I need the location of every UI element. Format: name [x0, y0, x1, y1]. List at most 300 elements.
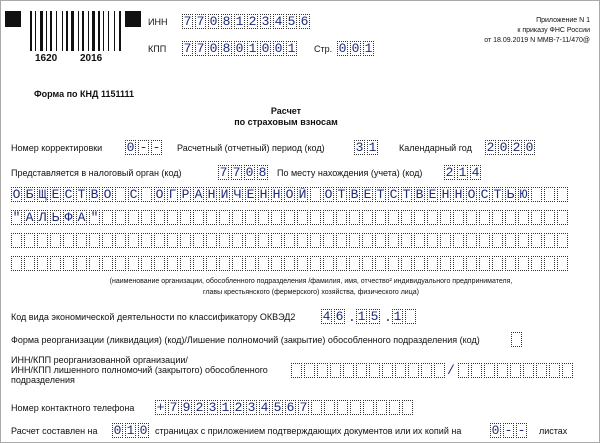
char-cell: 0 — [338, 41, 347, 56]
char-cell — [405, 309, 416, 324]
char-cell — [24, 256, 35, 271]
alignment-marker-left — [5, 11, 21, 27]
char-cell — [141, 187, 152, 202]
char-cell — [76, 256, 87, 271]
char-cell — [510, 363, 521, 378]
char-cell — [440, 233, 451, 248]
char-cell: - — [517, 423, 526, 438]
barcode-stripe — [78, 11, 79, 51]
char-cell — [388, 233, 399, 248]
char-cell — [362, 256, 373, 271]
char-cell — [24, 233, 35, 248]
char-cell — [317, 363, 328, 378]
char-cell: В — [415, 187, 424, 202]
char-cell — [193, 256, 204, 271]
char-cell — [375, 210, 386, 225]
char-cell: 2 — [486, 140, 495, 155]
okved-dot-2: . — [384, 310, 392, 325]
barcode-number-right: 2016 — [80, 53, 103, 64]
char-cell: 4 — [471, 165, 480, 180]
char-cell — [258, 233, 269, 248]
char-cell — [37, 256, 48, 271]
char-cell — [388, 256, 399, 271]
char-cell — [76, 233, 87, 248]
char-cell — [337, 400, 348, 415]
phone-label: Номер контактного телефона — [11, 403, 135, 413]
char-cell — [484, 363, 495, 378]
char-cell — [245, 256, 256, 271]
char-cell: Е — [428, 187, 437, 202]
char-cell — [518, 233, 529, 248]
alignment-marker-right — [125, 11, 141, 27]
char-cell — [297, 210, 308, 225]
barcode-stripe — [50, 11, 52, 51]
char-cell — [549, 363, 560, 378]
char-cell — [382, 363, 393, 378]
char-cell: С — [389, 187, 398, 202]
char-cell — [343, 363, 354, 378]
char-cell — [206, 210, 217, 225]
char-cell: 7 — [183, 41, 192, 56]
char-cell — [89, 256, 100, 271]
appendix-line1: Приложение N 1 — [536, 17, 590, 24]
char-cell: Н — [259, 187, 268, 202]
barcode-stripe — [56, 11, 57, 51]
char-cell — [232, 210, 243, 225]
char-cell — [402, 400, 413, 415]
char-cell — [271, 233, 282, 248]
char-cell: Е — [51, 187, 60, 202]
char-cell — [544, 233, 555, 248]
char-cell — [271, 210, 282, 225]
char-cell — [531, 210, 542, 225]
location-cells — [444, 165, 481, 180]
char-cell: 0 — [491, 423, 500, 438]
char-cell: - — [504, 423, 513, 438]
char-cell: 1 — [368, 140, 377, 155]
org-caption-line2: главы крестьянского (фермерского) хозяйства, физического лица) — [203, 289, 419, 296]
period-cells — [354, 140, 378, 155]
char-cell: Н — [441, 187, 450, 202]
char-cell — [310, 256, 321, 271]
char-cell — [102, 233, 113, 248]
char-cell — [505, 233, 516, 248]
title-line1: Расчет — [270, 106, 302, 116]
char-cell: 4 — [274, 14, 283, 29]
char-cell — [518, 210, 529, 225]
char-cell — [362, 233, 373, 248]
char-cell — [219, 233, 230, 248]
char-cell: 7 — [183, 14, 192, 29]
char-cell: Т — [493, 187, 502, 202]
char-cell — [557, 187, 568, 202]
char-cell — [284, 210, 295, 225]
char-cell — [37, 233, 48, 248]
org-name-row3 — [11, 233, 568, 248]
barcode — [30, 11, 113, 51]
char-cell: С — [129, 187, 138, 202]
char-cell: Н — [454, 187, 463, 202]
char-cell — [311, 400, 322, 415]
char-cell: О — [12, 187, 21, 202]
char-cell: 0 — [126, 140, 135, 155]
attachments-cells — [490, 423, 527, 438]
char-cell: Й — [298, 187, 307, 202]
char-cell: 1 — [235, 14, 244, 29]
char-cell — [102, 256, 113, 271]
char-cell — [557, 256, 568, 271]
char-cell — [323, 256, 334, 271]
reorg-cells — [511, 332, 522, 347]
char-cell: 0 — [499, 140, 508, 155]
char-cell: 6 — [286, 400, 295, 415]
char-cell: 1 — [393, 309, 402, 324]
char-cell: О — [467, 187, 476, 202]
char-cell — [154, 210, 165, 225]
char-cell — [362, 210, 373, 225]
barcode-stripe — [88, 11, 89, 51]
barcode-stripe — [108, 11, 109, 51]
char-cell: 0 — [274, 41, 283, 56]
reorg-inn-label-line1: ИНН/КПП реорганизованной организации/ — [11, 355, 188, 365]
char-cell — [375, 233, 386, 248]
char-cell: В — [350, 187, 359, 202]
char-cell — [375, 256, 386, 271]
char-cell — [401, 233, 412, 248]
char-cell — [167, 210, 178, 225]
char-cell: " — [12, 210, 21, 225]
barcode-stripe — [66, 11, 68, 51]
char-cell — [562, 363, 573, 378]
inn-label: ИНН — [148, 17, 168, 27]
pages-cells — [112, 423, 149, 438]
char-cell: А — [77, 210, 86, 225]
char-cell: 0 — [139, 423, 148, 438]
char-cell: 8 — [222, 41, 231, 56]
char-cell — [154, 233, 165, 248]
char-cell: 3 — [355, 140, 364, 155]
char-cell: Т — [376, 187, 385, 202]
char-cell — [492, 210, 503, 225]
char-cell — [401, 256, 412, 271]
char-cell: 2 — [248, 14, 257, 29]
char-cell — [180, 233, 191, 248]
char-cell — [232, 256, 243, 271]
char-cell: Е — [363, 187, 372, 202]
char-cell: Т — [77, 187, 86, 202]
char-cell: 7 — [219, 165, 228, 180]
char-cell: 1 — [357, 309, 366, 324]
char-cell — [466, 233, 477, 248]
char-cell — [505, 210, 516, 225]
char-cell — [414, 256, 425, 271]
char-cell — [458, 363, 469, 378]
char-cell — [115, 210, 126, 225]
char-cell: О — [324, 187, 333, 202]
char-cell — [497, 363, 508, 378]
char-cell: 0 — [351, 41, 360, 56]
year-cells — [485, 140, 535, 155]
kpp-cells — [182, 41, 297, 56]
char-cell: 0 — [525, 140, 534, 155]
char-cell — [50, 233, 61, 248]
char-cell — [245, 233, 256, 248]
char-cell — [349, 233, 360, 248]
correction-label: Номер корректировки — [11, 143, 103, 153]
char-cell: - — [152, 140, 161, 155]
char-cell — [330, 363, 341, 378]
char-cell — [427, 256, 438, 271]
char-cell — [128, 256, 139, 271]
char-cell: 5 — [273, 400, 282, 415]
char-cell — [193, 210, 204, 225]
okved-label: Код вида экономической деятельности по классификатору ОКВЭД2 — [11, 312, 296, 322]
char-cell — [310, 233, 321, 248]
char-cell — [427, 210, 438, 225]
char-cell — [557, 233, 568, 248]
char-cell — [479, 233, 490, 248]
char-cell: О — [285, 187, 294, 202]
barcode-stripe — [62, 11, 63, 51]
char-cell: 2 — [195, 400, 204, 415]
char-cell: 0 — [209, 41, 218, 56]
char-cell: 1 — [287, 41, 296, 56]
pages-label-middle: страницах с приложением подтверждающих документов или их копий на — [155, 426, 462, 436]
char-cell — [258, 210, 269, 225]
inn-cells — [182, 14, 310, 29]
char-cell — [115, 187, 126, 202]
char-cell: 7 — [299, 400, 308, 415]
char-cell: Л — [38, 210, 47, 225]
char-cell: В — [90, 187, 99, 202]
char-cell — [421, 363, 432, 378]
okved-cells-3 — [392, 309, 416, 324]
char-cell: 8 — [258, 165, 267, 180]
char-cell — [531, 256, 542, 271]
phone-cells — [155, 400, 413, 415]
location-label: По месту нахождения (учета) (код) — [277, 168, 423, 178]
char-cell — [167, 256, 178, 271]
char-cell — [389, 400, 400, 415]
appendix-line2: к приказу ФНС России — [517, 27, 590, 34]
char-cell: " — [90, 210, 99, 225]
char-cell: О — [103, 187, 112, 202]
char-cell: 0 — [245, 165, 254, 180]
title-line2: по страховым взносам — [234, 117, 338, 127]
barcode-stripe — [103, 11, 104, 51]
barcode-stripe — [30, 11, 32, 51]
char-cell — [440, 256, 451, 271]
char-cell — [369, 363, 380, 378]
char-cell — [219, 256, 230, 271]
char-cell — [544, 256, 555, 271]
char-cell — [557, 210, 568, 225]
tax-authority-cells — [218, 165, 268, 180]
char-cell — [297, 233, 308, 248]
char-cell — [349, 210, 360, 225]
char-cell: Т — [402, 187, 411, 202]
char-cell — [11, 256, 22, 271]
char-cell: Ю — [519, 187, 528, 202]
reorg-inn-slash: / — [447, 363, 455, 378]
char-cell — [102, 210, 113, 225]
char-cell — [531, 233, 542, 248]
barcode-stripe — [114, 11, 115, 51]
char-cell — [363, 400, 374, 415]
char-cell: 3 — [208, 400, 217, 415]
char-cell: Н — [207, 187, 216, 202]
char-cell — [427, 233, 438, 248]
char-cell — [180, 256, 191, 271]
org-name-row1 — [11, 187, 568, 202]
char-cell: 5 — [287, 14, 296, 29]
char-cell: 0 — [209, 14, 218, 29]
char-cell — [310, 210, 321, 225]
char-cell — [336, 233, 347, 248]
char-cell — [284, 256, 295, 271]
char-cell — [323, 233, 334, 248]
kpp-label: КПП — [148, 44, 167, 54]
char-cell — [304, 363, 315, 378]
char-cell: Ф — [64, 210, 73, 225]
char-cell — [466, 256, 477, 271]
org-name-row2 — [11, 210, 568, 225]
char-cell — [511, 332, 522, 347]
char-cell: Б — [25, 187, 34, 202]
okved-cells-2 — [356, 309, 380, 324]
char-cell: С — [64, 187, 73, 202]
char-cell: 7 — [196, 14, 205, 29]
char-cell — [245, 210, 256, 225]
char-cell: Т — [337, 187, 346, 202]
char-cell — [115, 256, 126, 271]
char-cell: 7 — [196, 41, 205, 56]
char-cell: 5 — [370, 309, 379, 324]
barcode-stripe — [82, 11, 84, 51]
char-cell: 9 — [182, 400, 191, 415]
form-code: Форма по КНД 1151111 — [34, 89, 134, 99]
char-cell: А — [25, 210, 34, 225]
barcode-stripe — [35, 11, 36, 51]
barcode-stripe — [46, 11, 47, 51]
char-cell — [154, 256, 165, 271]
char-cell: О — [155, 187, 164, 202]
char-cell: 6 — [300, 14, 309, 29]
char-cell: Щ — [38, 187, 47, 202]
char-cell — [291, 363, 302, 378]
char-cell — [349, 256, 360, 271]
char-cell: 4 — [260, 400, 269, 415]
char-cell — [89, 233, 100, 248]
char-cell: 1 — [248, 41, 257, 56]
barcode-number-left: 1620 — [35, 53, 58, 64]
char-cell — [180, 210, 191, 225]
char-cell — [479, 210, 490, 225]
char-cell: Г — [168, 187, 177, 202]
char-cell: Е — [246, 187, 255, 202]
char-cell: 1 — [126, 423, 135, 438]
char-cell: 0 — [261, 41, 270, 56]
char-cell: Ч — [233, 187, 242, 202]
char-cell — [11, 233, 22, 248]
char-cell — [141, 210, 152, 225]
char-cell — [544, 187, 555, 202]
char-cell — [219, 210, 230, 225]
char-cell — [50, 256, 61, 271]
char-cell — [232, 233, 243, 248]
char-cell — [492, 233, 503, 248]
char-cell — [356, 363, 367, 378]
char-cell — [401, 210, 412, 225]
char-cell: А — [194, 187, 203, 202]
char-cell: 2 — [445, 165, 454, 180]
okved-cells-1 — [321, 309, 345, 324]
barcode-stripe — [40, 11, 43, 51]
char-cell: 1 — [458, 165, 467, 180]
char-cell — [479, 256, 490, 271]
pages-label-before: Расчет составлен на — [11, 426, 98, 436]
char-cell — [63, 233, 74, 248]
char-cell: 3 — [247, 400, 256, 415]
char-cell: 3 — [261, 14, 270, 29]
correction-cells — [125, 140, 162, 155]
char-cell — [518, 256, 529, 271]
char-cell: 8 — [222, 14, 231, 29]
char-cell — [115, 233, 126, 248]
reorg-kpp-cells — [458, 363, 573, 378]
char-cell — [271, 256, 282, 271]
char-cell: 2 — [234, 400, 243, 415]
char-cell — [434, 363, 445, 378]
reorg-inn-label-line3: подразделения — [11, 375, 75, 385]
char-cell: 1 — [221, 400, 230, 415]
year-label: Календарный год — [399, 143, 472, 153]
char-cell — [505, 256, 516, 271]
char-cell — [141, 233, 152, 248]
char-cell — [336, 256, 347, 271]
char-cell — [63, 256, 74, 271]
char-cell — [193, 233, 204, 248]
char-cell — [414, 210, 425, 225]
char-cell — [492, 256, 503, 271]
char-cell — [336, 210, 347, 225]
reorg-inn-label-line2: ИНН/КПП лишенного полномочий (закрытого) обособленного — [11, 365, 268, 375]
char-cell — [284, 233, 295, 248]
char-cell — [544, 210, 555, 225]
char-cell — [536, 363, 547, 378]
char-cell — [297, 256, 308, 271]
char-cell: Н — [272, 187, 281, 202]
char-cell: 7 — [232, 165, 241, 180]
char-cell — [531, 187, 542, 202]
page-label: Стр. — [314, 44, 333, 54]
char-cell: Ь — [51, 210, 60, 225]
char-cell — [167, 233, 178, 248]
char-cell: 7 — [169, 400, 178, 415]
char-cell: И — [220, 187, 229, 202]
char-cell — [128, 233, 139, 248]
barcode-stripe — [119, 11, 121, 51]
page-number-cells — [337, 41, 374, 56]
char-cell — [395, 363, 406, 378]
char-cell: - — [139, 140, 148, 155]
char-cell — [414, 233, 425, 248]
char-cell — [453, 210, 464, 225]
period-label: Расчетный (отчетный) период (код) — [177, 143, 325, 153]
char-cell: 2 — [512, 140, 521, 155]
char-cell — [323, 210, 334, 225]
org-caption-line1: (наименование организации, обособленного подразделения /фамилия, имя, отчество² индивидуального предпринимателя, — [109, 278, 513, 285]
